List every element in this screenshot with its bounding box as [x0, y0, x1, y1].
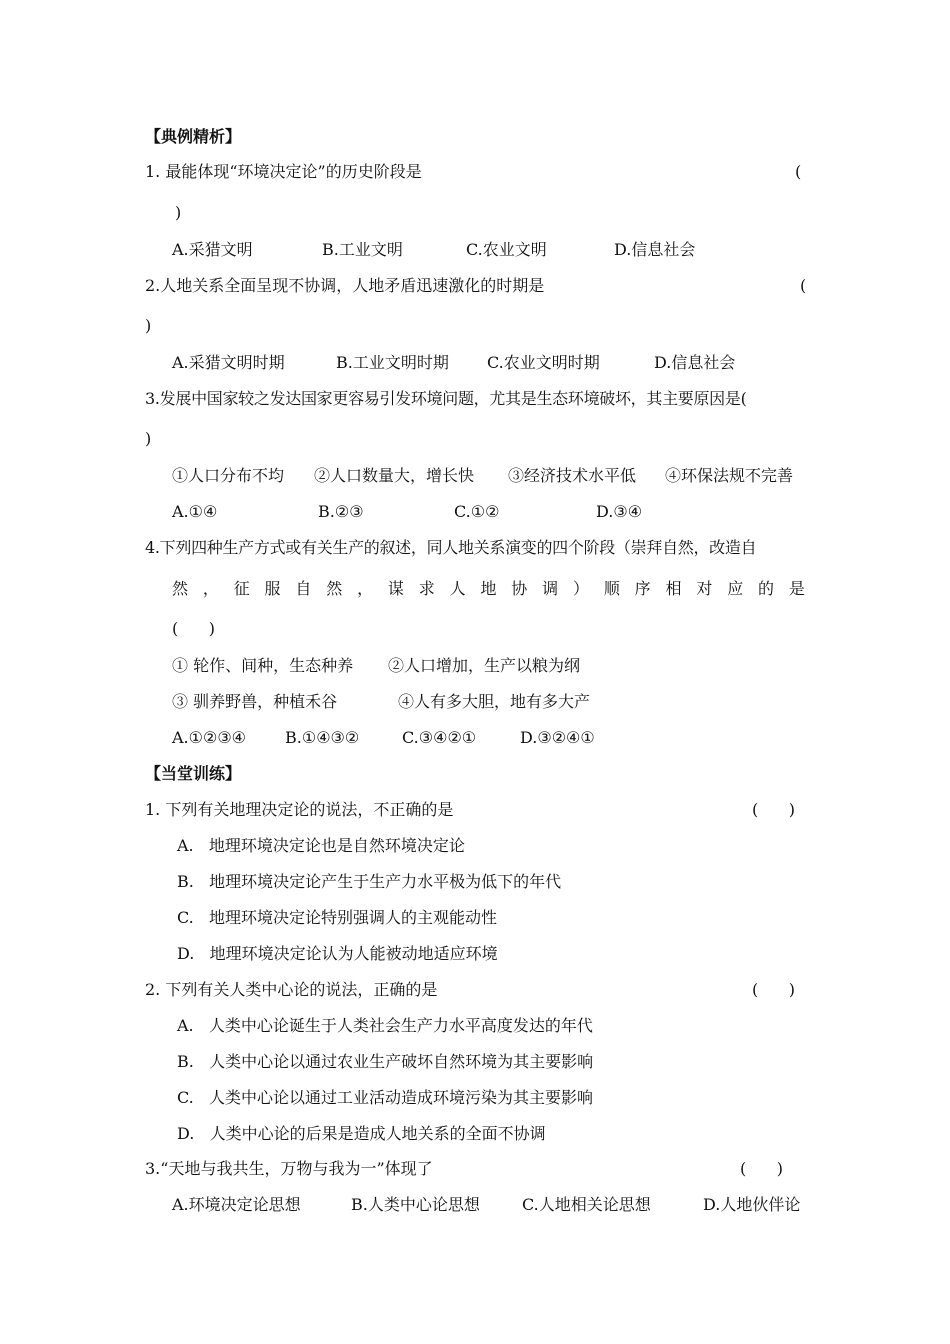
question-4-char: 的 — [758, 579, 775, 598]
question-4-statement-3: ③ 驯养野兽，种植禾谷 — [172, 692, 338, 711]
question-4-option-a: A.①②③④ — [172, 728, 247, 747]
section-title-practice: 【当堂训练】 — [145, 764, 242, 783]
question-4-char: 谋 — [387, 579, 404, 598]
question-4-char: ， — [357, 579, 374, 598]
question-2-option-c: C.农业文明时期 — [487, 353, 600, 372]
question-4-option-c: C.③④②① — [402, 728, 477, 747]
practice-1-paren: ( ) — [752, 800, 795, 819]
question-4-text-line-1: 4.下列四种生产方式或有关生产的叙述，同人地关系演变的四个阶段（崇拜自然，改造自 — [145, 538, 757, 557]
question-3-option-a: A.①④ — [172, 502, 218, 521]
question-4-char: 征 — [233, 579, 250, 598]
question-4-paren: ( ) — [172, 619, 215, 638]
question-4-char: 协 — [511, 579, 528, 598]
practice-2-option-b: B. 人类中心论以通过农业生产破坏自然环境为其主要影响 — [177, 1052, 594, 1071]
question-2-paren-open: ( — [800, 276, 807, 295]
practice-3-text: 3.“天地与我共生，万物与我为一”体现了 — [145, 1159, 433, 1178]
practice-3-paren: ( ) — [740, 1159, 783, 1178]
question-4-char: 对 — [696, 579, 713, 598]
question-1-text: 1. 最能体现“环境决定论”的历史阶段是 — [145, 162, 422, 181]
practice-2-text: 2. 下列有关人类中心论的说法，正确的是 — [145, 980, 438, 999]
question-4-char: 求 — [418, 579, 435, 598]
question-1-paren-open: ( — [795, 162, 802, 181]
section-title-examples: 【典例精析】 — [145, 127, 242, 146]
question-4-char: 地 — [480, 579, 497, 598]
question-4-option-b: B.①④③② — [285, 728, 360, 747]
practice-3-option-b: B.人类中心论思想 — [351, 1195, 480, 1214]
question-2-paren-close: ) — [145, 316, 152, 335]
question-1-option-d: D.信息社会 — [614, 240, 696, 259]
question-4-char: 应 — [727, 579, 744, 598]
question-4-char: 然 — [172, 579, 189, 598]
practice-2-paren: ( ) — [752, 980, 795, 999]
question-4-statement-4: ④人有多大胆，地有多大产 — [398, 692, 591, 711]
question-2-text: 2.人地关系全面呈现不协调，人地矛盾迅速激化的时期是 — [145, 276, 545, 295]
question-3-option-b: B.②③ — [318, 502, 364, 521]
question-4-statement-1: ① 轮作、间种，生态种养 — [172, 656, 354, 675]
question-3-statement-3: ③经济技术水平低 — [508, 466, 637, 485]
question-4-char: 服 — [264, 579, 281, 598]
question-4-char: ） — [572, 579, 589, 598]
question-4-char: 然 — [326, 579, 343, 598]
practice-2-option-a: A. 人类中心论诞生于人类社会生产力水平高度发达的年代 — [177, 1016, 593, 1035]
question-4-char: 顺 — [603, 579, 620, 598]
question-3-statement-1: ①人口分布不均 — [172, 466, 285, 485]
question-1-option-b: B.工业文明 — [322, 240, 403, 259]
question-4-char: 是 — [788, 579, 805, 598]
practice-3-option-c: C.人地相关论思想 — [522, 1195, 651, 1214]
question-4-option-d: D.③②④① — [520, 728, 595, 747]
question-1-paren-close: ) — [175, 203, 182, 222]
practice-2-option-c: C. 人类中心论以通过工业活动造成环境污染为其主要影响 — [177, 1088, 594, 1107]
question-1-option-a: A.采猎文明 — [172, 240, 253, 259]
practice-1-text: 1. 下列有关地理决定论的说法，不正确的是 — [145, 800, 454, 819]
question-3-paren-close: ) — [145, 429, 152, 448]
question-4-char: 序 — [634, 579, 651, 598]
question-3-option-c: C.①② — [454, 502, 500, 521]
question-3-statement-4: ④环保法规不完善 — [665, 466, 794, 485]
question-4-text-line-2 — [172, 578, 805, 600]
question-4-char: 调 — [542, 579, 559, 598]
question-4-char: ， — [202, 579, 219, 598]
practice-3-option-a: A.环境决定论思想 — [172, 1195, 301, 1214]
question-3-text: 3.发展中国家较之发达国家更容易引发环境问题，尤其是生态环境破坏，其主要原因是( — [145, 389, 747, 408]
question-4-char: 人 — [449, 579, 466, 598]
practice-1-option-c: C. 地理环境决定论特别强调人的主观能动性 — [177, 908, 498, 927]
practice-1-option-b: B. 地理环境决定论产生于生产力水平极为低下的年代 — [177, 872, 562, 891]
question-4-char: 自 — [295, 579, 312, 598]
practice-3-option-d: D.人地伙伴论 — [703, 1195, 801, 1214]
practice-1-option-d: D. 地理环境决定论认为人能被动地适应环境 — [177, 944, 498, 963]
practice-2-option-d: D. 人类中心论的后果是造成人地关系的全面不协调 — [177, 1124, 546, 1143]
question-4-statement-2: ②人口增加，生产以粮为纲 — [388, 656, 581, 675]
question-2-option-d: D.信息社会 — [654, 353, 736, 372]
question-3-option-d: D.③④ — [596, 502, 643, 521]
question-4-char: 相 — [665, 579, 682, 598]
question-1-option-c: C.农业文明 — [466, 240, 547, 259]
question-3-statement-2: ②人口数量大，增长快 — [314, 466, 475, 485]
question-2-option-b: B.工业文明时期 — [336, 353, 449, 372]
question-2-option-a: A.采猎文明时期 — [172, 353, 285, 372]
practice-1-option-a: A. 地理环境决定论也是自然环境决定论 — [177, 836, 465, 855]
